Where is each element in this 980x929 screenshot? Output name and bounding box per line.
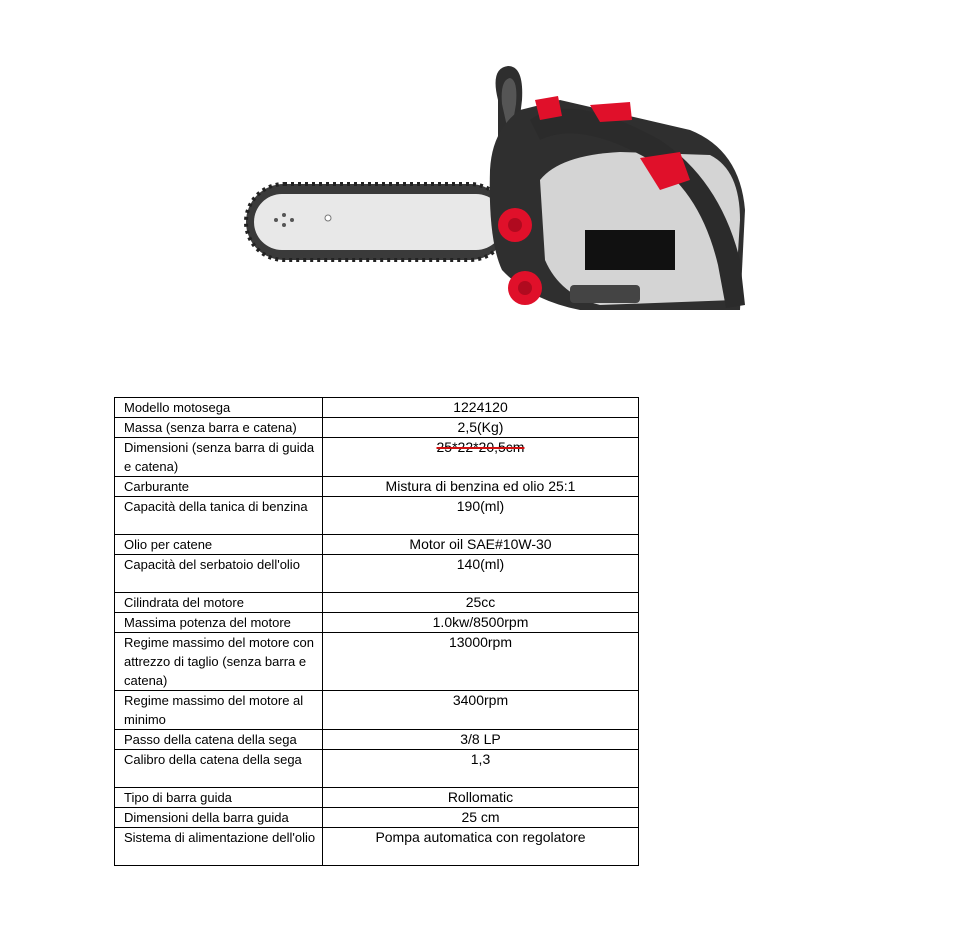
sprocket-dot [290, 218, 294, 222]
fuel-cap-center [508, 218, 522, 232]
table-row [115, 418, 639, 438]
spec-value-text: 190(ml) [456, 498, 505, 514]
spec-value [323, 750, 639, 788]
spec-value-text: Motor oil SAE#10W-30 [409, 536, 552, 552]
spec-label: Dimensioni (senza barra di guida e catena) [115, 438, 323, 477]
table-row [115, 613, 639, 633]
oil-cap-center [518, 281, 532, 295]
spec-label: Carburante [115, 477, 323, 497]
spec-value [323, 438, 639, 477]
guide-bar [254, 194, 504, 250]
spec-value-text: 2,5(Kg) [457, 419, 504, 435]
chainsaw-icon [240, 60, 750, 330]
spec-label: Passo della catena della sega [115, 730, 323, 750]
spec-value-struck: 25*22*20,5cm [436, 439, 525, 455]
sprocket-dot [274, 218, 278, 222]
table-row [115, 788, 639, 808]
spec-label: Regime massimo del motore con attrezzo di taglio (senza barra e catena) [115, 633, 323, 691]
spec-value-text: 25 cm [461, 809, 500, 825]
bar-hole [325, 215, 331, 221]
table-row [115, 398, 639, 418]
table-row [115, 808, 639, 828]
table-row [115, 535, 639, 555]
spec-value [323, 398, 639, 418]
spec-value [323, 633, 639, 691]
sprocket-dot [282, 213, 286, 217]
spec-value [323, 477, 639, 497]
table-row [115, 497, 639, 535]
spec-label: Olio per catene [115, 535, 323, 555]
table-row [115, 555, 639, 593]
spec-value-text: 3400rpm [452, 692, 509, 708]
spec-value [323, 788, 639, 808]
spec-value-text: 140(ml) [456, 556, 505, 572]
spec-value-text: 1.0kw/8500rpm [432, 614, 529, 630]
spec-value-text: 1,3 [470, 751, 491, 767]
vent [570, 285, 640, 303]
spec-value [323, 555, 639, 593]
spec-value [323, 535, 639, 555]
spec-value-text: 1224120 [453, 399, 508, 415]
table-row [115, 828, 639, 866]
spec-label: Massa (senza barra e catena) [115, 418, 323, 438]
spec-value-text: Pompa automatica con regolatore [375, 829, 586, 845]
spec-label: Cilindrata del motore [115, 593, 323, 613]
table-row [115, 593, 639, 613]
spec-label: Massima potenza del motore [115, 613, 323, 633]
spec-value-text: Mistura di benzina ed olio 25:1 [385, 478, 576, 494]
spec-value [323, 497, 639, 535]
spec-label: Regime massimo del motore al minimo [115, 691, 323, 730]
table-row [115, 477, 639, 497]
spec-value-text: 13000rpm [448, 634, 513, 650]
spec-table [114, 397, 639, 866]
spec-value [323, 808, 639, 828]
spec-value [323, 730, 639, 750]
spec-value-text: Rollomatic [447, 789, 514, 805]
spec-label: Calibro della catena della sega [115, 750, 323, 788]
table-row [115, 691, 639, 730]
table-row [115, 730, 639, 750]
spec-value [323, 418, 639, 438]
label-panel [585, 230, 675, 270]
spec-value-text: 3/8 LP [460, 731, 501, 747]
sprocket-dot [282, 223, 286, 227]
spec-value [323, 593, 639, 613]
spec-label: Capacità della tanica di benzina [115, 497, 323, 535]
spec-value [323, 691, 639, 730]
table-row [115, 438, 639, 477]
spec-value [323, 613, 639, 633]
table-row [115, 633, 639, 691]
spec-label: Tipo di barra guida [115, 788, 323, 808]
spec-label: Dimensioni della barra guida [115, 808, 323, 828]
table-row [115, 750, 639, 788]
spec-value-text: 25cc [465, 594, 496, 610]
spec-label: Capacità del serbatoio dell'olio [115, 555, 323, 593]
spec-label: Sistema di alimentazione dell'olio [115, 828, 323, 866]
spec-label: Modello motosega [115, 398, 323, 418]
spec-value [323, 828, 639, 866]
